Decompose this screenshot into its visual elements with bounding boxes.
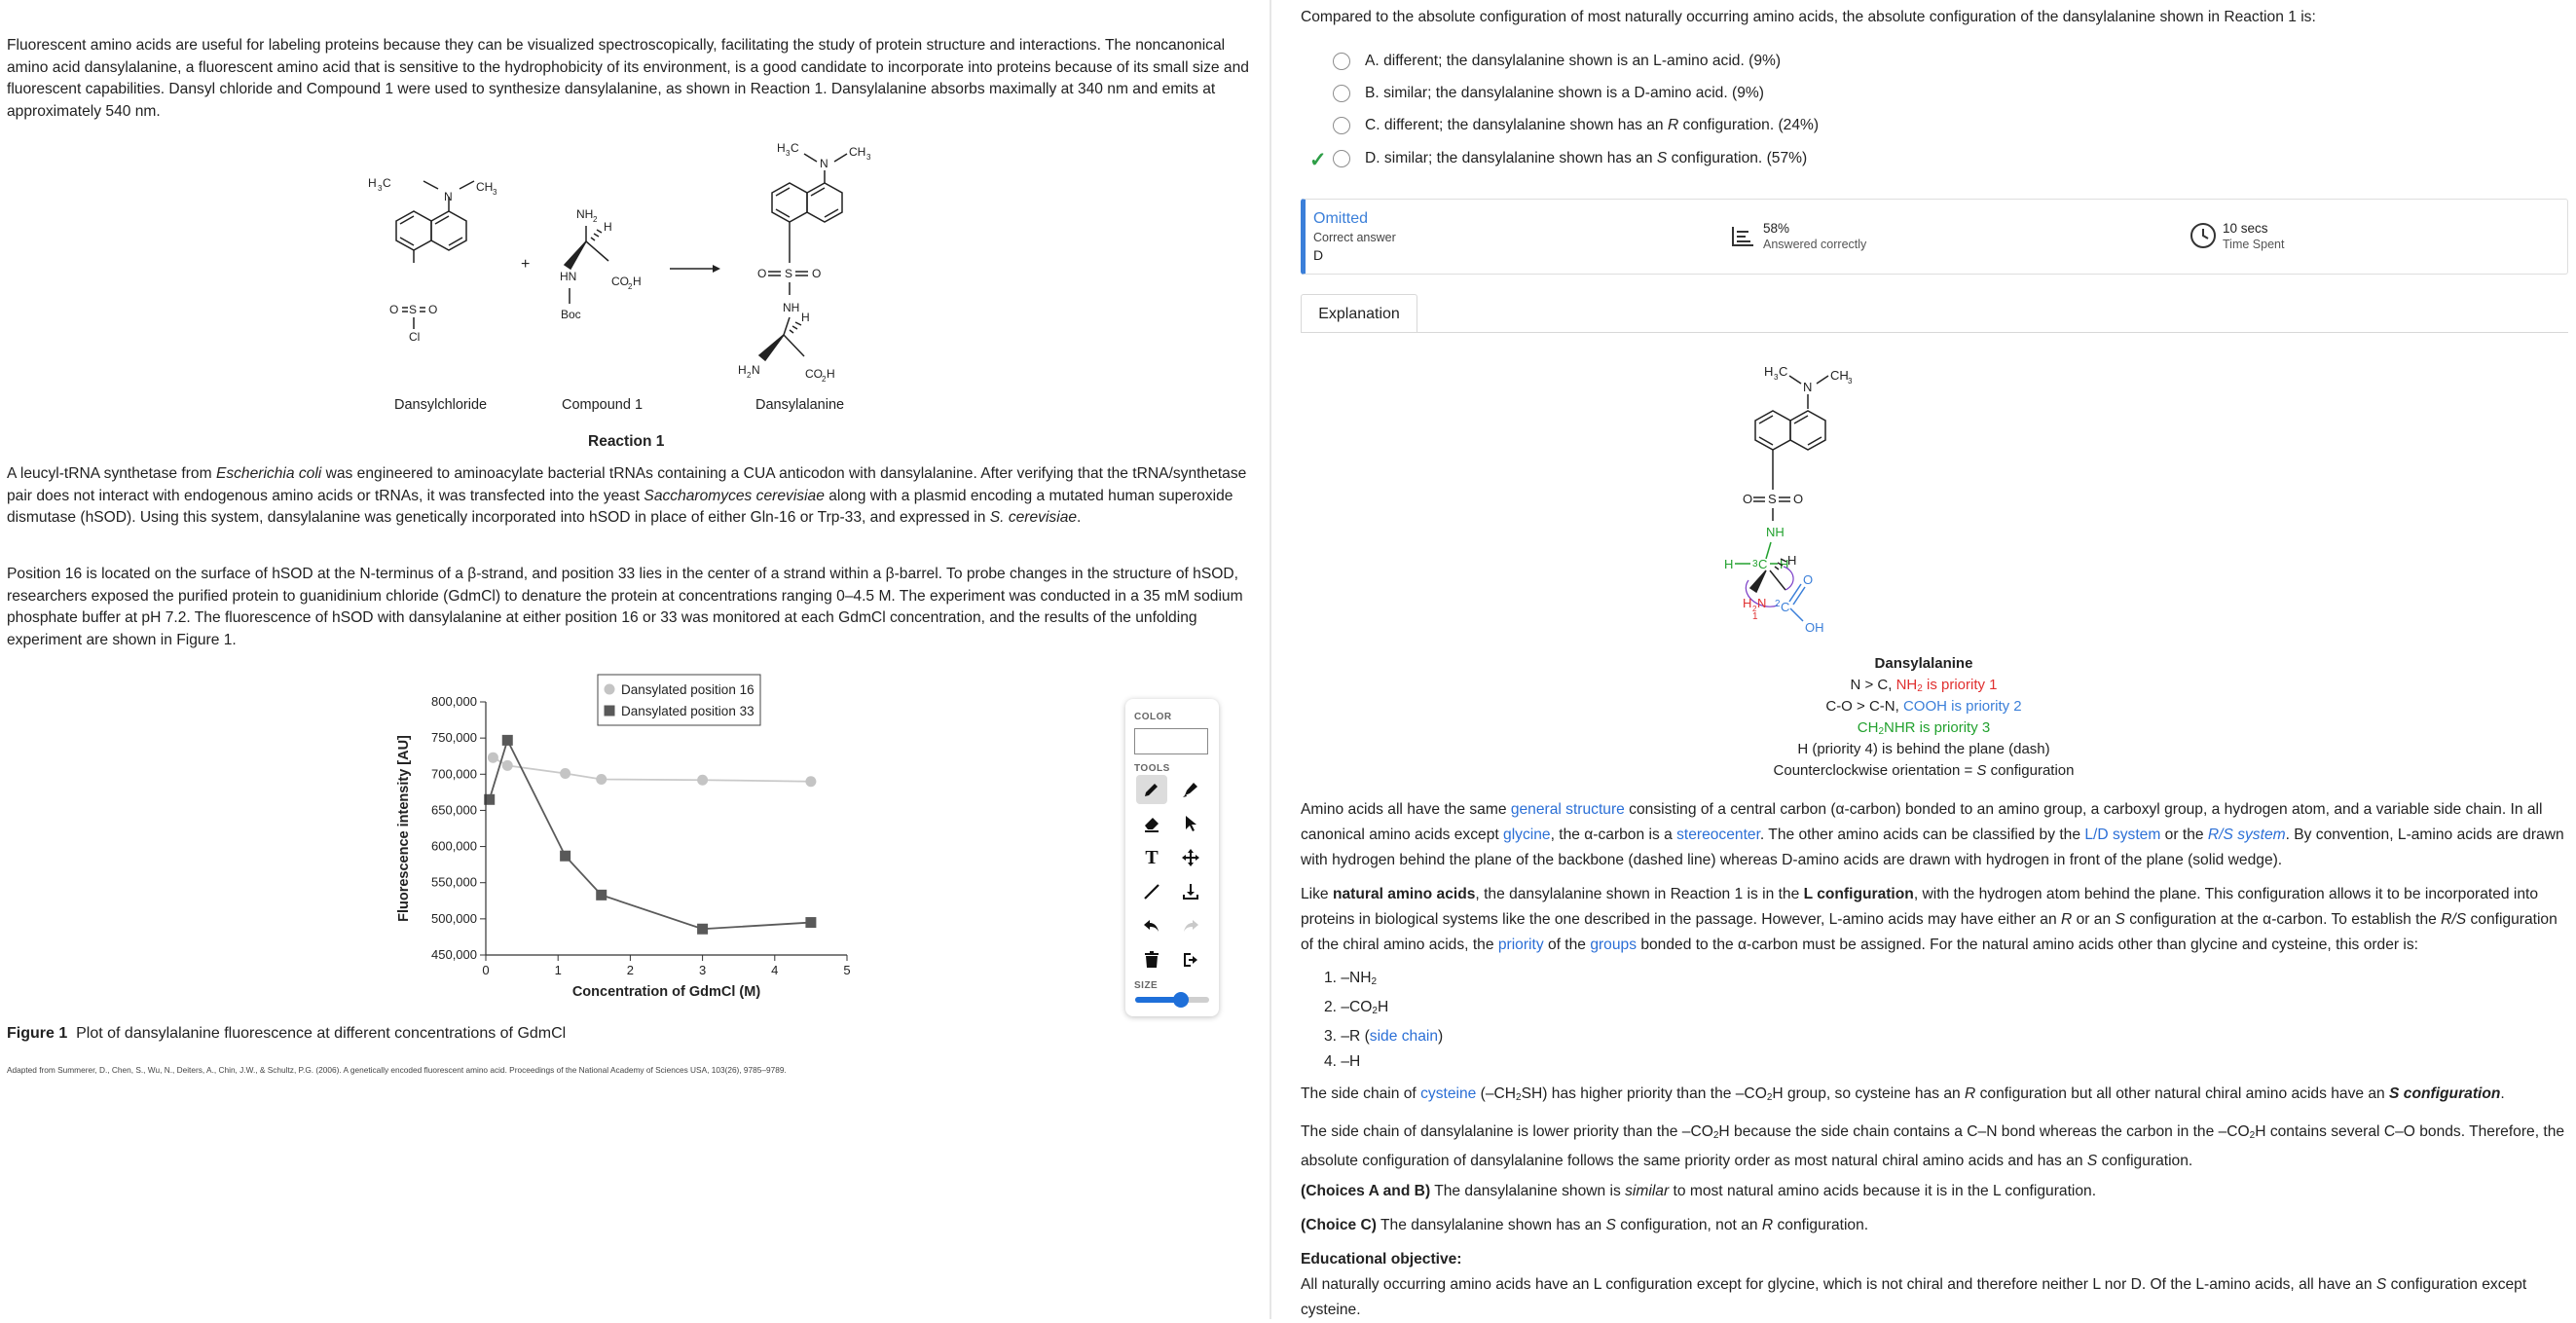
eraser-icon [1142,814,1161,833]
svg-text:Boc: Boc [561,308,581,321]
svg-text:O: O [1793,492,1804,506]
svg-text:NH: NH [783,301,800,314]
svg-text:C: C [1781,600,1790,614]
svg-text:H: H [777,141,786,155]
text-t-icon: T [1145,846,1159,868]
link-ld-system[interactable]: L/D system [2084,827,2161,843]
priority-list-item-2: 2. $-CO_2H$ [1324,999,1389,1016]
percent-value: 58% [1763,221,1790,236]
y-tick-label: 500,000 [431,910,477,926]
diagram-title: Dansylalanine [1874,655,1973,672]
y-tick-label: 700,000 [431,766,477,782]
svg-text:N: N [444,190,453,203]
svg-text:CO: CO [805,367,823,381]
label-compound1: Compound 1 [562,397,644,413]
y-tick-label: 450,000 [431,947,477,962]
priority-line-4: H (priority 4) is behind the plane (dash) [1797,741,2050,757]
x-tick-label: 1 [554,963,562,977]
label-dansylchloride: Dansylchloride [394,397,488,413]
svg-text:CH: CH [849,145,866,159]
pencil-tool-button[interactable] [1136,775,1167,804]
svg-text:3: 3 [1752,559,1758,570]
svg-text:S: S [409,303,418,316]
svg-text:N: N [752,363,760,377]
svg-text:2: 2 [822,375,827,384]
svg-text:3: 3 [1848,377,1853,386]
data-point-position-33 [805,917,816,928]
legend-label: Dansylated position 16 [621,682,754,697]
explanation-paragraph-3: The side chain of cysteine $(-CH_2SH)$ has higher priority than the $-CO_2H$ group, so cysteine has an R configuration but all other natural chiral amino acids have an S configuration. [1301,1085,2505,1103]
link-side-chain[interactable]: side chain [1369,1028,1439,1045]
svg-text:C: C [1758,557,1768,571]
data-point-position-16 [596,774,607,785]
label-dansylalanine: Dansylalanine [755,397,845,413]
priority-line-1: N > C, $NH_2$ is priority 1 [1850,677,1998,694]
svg-text:H: H [1764,364,1774,379]
svg-text:H: H [633,275,642,288]
svg-text:3: 3 [866,153,871,162]
choice-a[interactable] [1298,49,1781,74]
line-tool-button[interactable] [1136,877,1167,906]
y-tick-label: 750,000 [431,730,477,746]
legend-label: Dansylated position 33 [621,704,754,718]
svg-text:2: 2 [628,282,633,291]
clock-icon [2190,222,2217,249]
tab-explanation[interactable]: Explanation [1301,294,1417,333]
y-tick-label: 650,000 [431,802,477,818]
svg-text:2: 2 [1752,605,1757,613]
svg-text:CO: CO [611,275,629,288]
correct-answer-label: Correct answer [1313,231,1396,244]
svg-text:C: C [1779,364,1788,379]
x-tick-label: 3 [698,963,707,977]
line-icon [1142,882,1161,901]
y-tick-label: 600,000 [431,838,477,854]
svg-text:3: 3 [378,184,383,193]
choice-b-text: B. similar; the dansylalanine shown is a D-amino acid. (9%) [1365,85,1764,101]
x-axis-label: Concentration of GdmCl (M) [571,984,761,1000]
data-point-position-33 [596,890,607,900]
svg-text:CH: CH [1830,368,1849,383]
priority-list-item-4: 4. –H [1324,1053,1361,1070]
redo-button[interactable] [1175,911,1206,940]
data-point-position-16 [502,760,513,771]
exit-drawing-button[interactable] [1175,945,1206,974]
svg-text:C: C [791,141,799,155]
bar-chart-icon [1730,224,1755,249]
size-slider[interactable] [1135,997,1209,1003]
svg-text:2: 2 [1775,599,1781,609]
svg-text:H: H [738,363,747,377]
trash-icon [1142,950,1161,970]
svg-text:2: 2 [593,215,598,224]
x-tick-label: 4 [771,963,779,977]
fluorescence-chart [385,667,891,1012]
link-groups[interactable]: groups [1590,937,1637,953]
link-priority[interactable]: priority [1497,937,1544,953]
question-pane [1271,0,2576,1319]
svg-text:N: N [1803,380,1813,394]
svg-text:HN: HN [560,270,577,283]
data-point-position-33 [697,924,708,935]
objective-title: Educational objective: [1301,1251,1462,1268]
exit-icon [1181,950,1200,970]
svg-text:2: 2 [747,371,752,380]
explanation-paragraph-1: Amino acids all have the same general structure consisting of a central carbon (α-carbon) bonded to an amino group, a carboxyl group, a hydrogen atom, and a variable side chain. In all canonical amino acids except glycine, the α-carbon is a stereocenter. The other amino acids can be classified by the L/D system or the R/S system. By convention, L-amino acids are drawn with hydrogen behind the plane of the backbone (dashed line) whereas D-amino acids are drawn with hydrogen in front of the plane (solid wedge). [1301,801,2564,868]
svg-text:O: O [812,267,822,280]
svg-text:H: H [1780,557,1789,571]
svg-text:3: 3 [786,149,791,158]
result-status: Omitted [1313,210,1369,227]
data-point-position-16 [697,775,708,786]
dansylchloride-structure [368,176,497,344]
svg-text:N: N [820,157,828,170]
svg-text:C: C [383,176,391,190]
figure-source: Adapted from Summerer, D., Chen, S., Wu, N., Deiters, A., Chin, J.W., & Schultz, P.G. (2006). A genetically encoded fluorescent amino acid. Proceedings of the National Academy of Sciences USA, 103(26), 9785–9789. [7,1065,787,1075]
svg-text:N: N [1757,596,1767,610]
svg-text:H: H [1743,596,1752,610]
percent-correct-stat [1730,221,1866,252]
move-arrows-icon [1181,848,1200,867]
explanation-paragraph-6: (Choice C) The dansylalanine shown has an S configuration, not an R configuration. [1301,1217,1869,1233]
svg-text:Cl: Cl [409,330,421,344]
size-slider-handle[interactable] [1173,992,1189,1008]
undo-icon [1142,916,1161,936]
time-value: 10 secs [2223,221,2268,236]
choice-b[interactable] [1298,81,1764,106]
download-button[interactable] [1175,877,1206,906]
svg-text:O: O [389,303,399,316]
correct-answer-value: D [1313,247,1324,263]
y-tick-label: 800,000 [431,694,477,709]
choice-d-radio[interactable] [1333,150,1350,167]
redo-icon [1181,916,1200,936]
clear-button[interactable] [1136,945,1167,974]
pencil-icon [1142,780,1161,799]
data-point-position-16 [560,768,570,779]
svg-text:S: S [785,267,793,280]
link-cysteine[interactable]: cysteine [1420,1085,1477,1102]
svg-text:OH: OH [1805,620,1824,635]
priority-list-item-3: 3. –R (side chain) [1324,1028,1444,1045]
svg-text:1: 1 [1752,611,1758,622]
data-point-position-33 [502,735,513,746]
svg-text:NH: NH [576,207,594,221]
color-swatch[interactable] [1134,728,1208,754]
explanation-paragraph-4: The side chain of dansylalanine is lower priority than the $-CO_2H$ because the side chain contains a C–N bond whereas the carbon in the $-CO_2H$ contains several C–O bonds. Therefore, the absolute configuration of dansylalanine follows the same priority order as most natural chiral amino acids and has an S configuration. [1301,1123,2565,1169]
select-tool-button[interactable] [1175,809,1206,838]
data-point-position-33 [560,851,570,862]
priority-line-2: C-O > C-N, COOH is priority 2 [1825,698,2022,715]
passage-pane [0,0,1270,1319]
choice-a-radio[interactable] [1333,53,1350,70]
choice-a-text: A. different; the dansylalanine shown is an L-amino acid. (9%) [1365,53,1782,69]
color-label: COLOR [1134,712,1172,722]
choice-d[interactable] [1298,146,1807,171]
highlighter-icon [1181,780,1200,799]
svg-text:H: H [827,367,835,381]
correct-check-icon: ✓ [1309,149,1327,171]
series-line-1 [493,757,810,782]
svg-text:O: O [757,267,767,280]
explanation-paragraph-2: Like natural amino acids, the dansylalanine shown in Reaction 1 is in the L configuration, with the hydrogen atom behind the plane. This configuration allows it to be incorporated into proteins in biological systems like the one described in the passage. However, L-amino acids may have either an R or an S configuration at the α-carbon. To establish the R/S configuration of the chiral amino acids, the priority of the groups bonded to the α-carbon must be assigned. For the natural amino acids other than glycine and cysteine, this order is: [1301,886,2558,953]
priority-line-3: $CH_2NHR$ is priority 3 [1857,719,1991,737]
size-label: SIZE [1134,980,1159,991]
cursor-arrow-icon [1181,814,1200,833]
svg-text:S: S [1768,492,1777,506]
series-line-2 [490,740,811,929]
legend-marker-16 [605,684,615,695]
x-tick-label: 5 [843,963,851,977]
plus-sign: + [521,256,531,273]
svg-text:3: 3 [1774,373,1779,382]
percent-label: Answered correctly [1763,238,1867,251]
x-tick-label: 2 [626,963,635,977]
svg-text:H: H [1787,553,1797,568]
svg-text:NH: NH [1766,525,1785,539]
compound1-structure [560,207,642,321]
legend-marker-33 [605,706,615,717]
eraser-tool-button[interactable] [1136,809,1167,838]
highlighter-tool-button[interactable] [1175,775,1206,804]
tools-label: TOOLS [1134,763,1170,774]
data-point-position-16 [805,776,816,787]
result-summary [1301,199,2568,275]
x-tick-label: 0 [482,963,490,977]
time-label: Time Spent [2223,238,2285,251]
move-tool-button[interactable] [1175,843,1206,872]
svg-text:H: H [801,311,810,324]
priority-list-item-1: 1. $-NH_2$ [1324,970,1378,987]
tab-underline [1301,332,2568,333]
data-point-position-16 [488,753,498,763]
svg-text:O: O [1803,572,1814,587]
priority-list [1324,966,1443,1075]
y-tick-label: 550,000 [431,874,477,890]
y-axis-label: Fluorescence intensity [AU] [396,735,412,922]
choice-c[interactable] [1298,113,1819,138]
choice-c-radio[interactable] [1333,117,1350,134]
svg-text:3: 3 [493,188,497,197]
svg-text:O: O [1743,492,1753,506]
svg-text:H: H [368,176,377,190]
svg-text:CH: CH [476,180,494,194]
dansylalanine-stereo-diagram [1680,350,1933,643]
link-glycine[interactable]: glycine [1503,827,1551,843]
text-tool-button[interactable] [1136,843,1167,872]
passage-paragraph-1: Fluorescent amino acids are useful for labeling proteins because they can be visualized spectroscopically, facilitating the study of protein structure and interactions. The noncanonical amino acid dansylalanine, a fluorescent amino acid that is sensitive to the hydrophobicity of its environment, is a good candidate to incorporate into proteins because of its small size and fluorescent capabilities. Dansyl chloride and Compound 1 were used to synthesize dansylalanine, as shown in Reaction 1. Dansylalanine absorbs maximally at 340 nm and emits at approximately 540 nm. [7,37,1249,120]
undo-button[interactable] [1136,911,1167,940]
reaction-title: Reaction 1 [588,433,665,450]
explanation-paragraph-5: (Choices A and B) The dansylalanine shown is similar to most natural amino acids because it is in the L configuration. [1301,1183,2097,1199]
figure-caption: Figure 1 Plot of dansylalanine fluorescence at different concentrations of GdmCl [7,1025,567,1042]
download-icon [1181,882,1200,901]
choice-d-text: D. similar; the dansylalanine shown has an S configuration. (57%) [1365,150,1808,166]
svg-text:H: H [604,220,612,234]
link-stereocenter[interactable]: stereocenter [1676,827,1760,843]
svg-text:O: O [428,303,438,316]
choice-c-text: C. different; the dansylalanine shown has an R configuration. (24%) [1365,117,1820,133]
dansylalanine-structure [738,141,871,384]
question-stem: Compared to the absolute configuration of most naturally occurring amino acids, the absolute configuration of the dansylalanine shown in Reaction 1 is: [1301,9,2316,25]
passage-paragraph-3: Position 16 is located on the surface of hSOD at the N-terminus of a β-strand, and position 33 lies in the center of a strand within a β-barrel. To probe changes in the structure of hSOD, researchers exposed the purified protein to guanidinium chloride (GdmCl) to denature the protein at concentrations ranging 0–4.5 M. The experiment was conducted in a 35 mM sodium phosphate buffer at pH 7.2. The fluorescence of hSOD with dansylalanine at either position 16 or 33 was monitored at each GdmCl concentration, and the results of the unfolding experiment are shown in Figure 1. [7,566,1243,648]
link-general-structure[interactable]: general structure [1510,801,1625,818]
passage-paragraph-2: A leucyl-tRNA synthetase from Escherichia coli was engineered to aminoacylate bacterial tRNAs containing a CUA anticodon with dansylalanine. After verifying that the tRNA/synthetase pair does not interact with endogenous amino acids or tRNAs, it was transfected into the yeast Saccharomyces cerevisiae along with a plasmid encoding a mutated human superoxide dismutase (hSOD). Using this system, dansylalanine was genetically incorporated into hSOD in place of either Gln-16 or Trp-33, and expressed in S. cerevisiae. [7,465,1247,526]
time-spent-stat [2190,221,2284,252]
svg-text:H: H [1724,557,1734,571]
priority-line-5: Counterclockwise orientation = S configuration [1773,762,2075,779]
choice-b-radio[interactable] [1333,85,1350,102]
objective-text: All naturally occurring amino acids have an L configuration except for glycine, which is not chiral and therefore neither L nor D. Of the L-amino acids, all have an S configuration except cysteine. [1301,1276,2527,1318]
drawing-toolbox [1125,699,1219,1016]
link-rs-system[interactable]: R/S system [2207,827,2286,843]
